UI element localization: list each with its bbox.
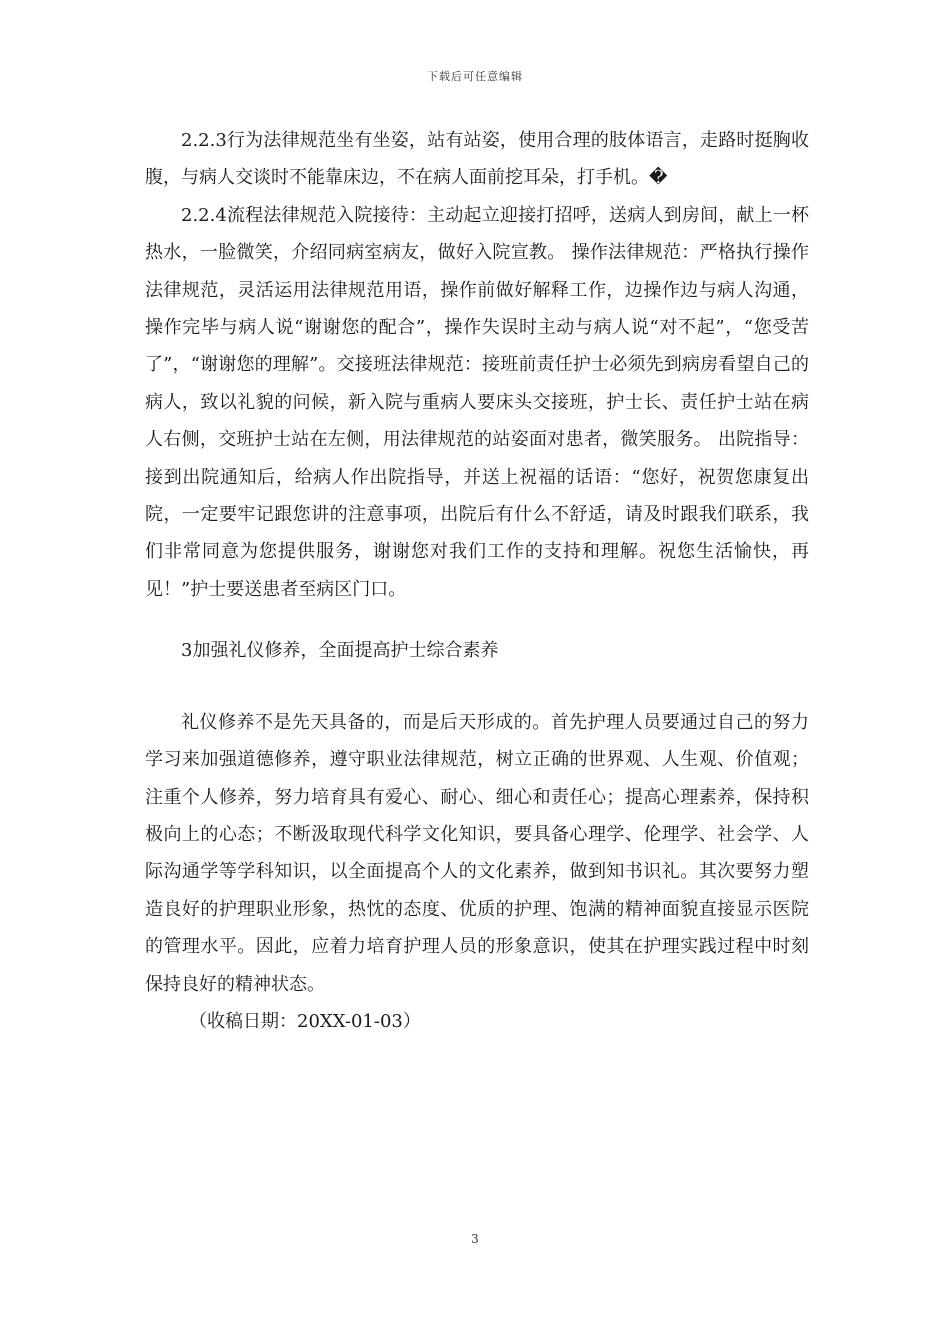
section-3-heading: 3加强礼仪修养，全面提高护士综合素养 <box>181 640 499 662</box>
paragraph-2-2-4: 2.2.4流程法律规范入院接待：主动起立迎接打招呼，送病人到房间，献上一杯热水，一脸微笑，介绍同病室病友，做好入院宣教。 操作法律规范：严格执行操作法律规范，灵活运用法律规范用语，操作前做好解释工作，边操作边与病人沟通，操作完毕与病人说“谢谢您的配合”，操作失误时主动与病人说“对不起”，“您受苦了”，“谢谢您的理解”。交接班法律规范：接班前责任护士必须先到病房看望自己的病人，致以礼貌的问候，新入院与重病人要床头交接班，护士长、责任护士站在病人右侧，交班护士站在左侧，用法律规范的站姿面对患者，微笑服务。 出院指导：接到出院通知后，给病人作出院指导，并送上祝福的话语：“您好，祝贺您康复出院，一定要牢记跟您讲的注意事项，出院后有什么不舒适，请及时跟我们联系，我们非常同意为您提供服务，谢谢您对我们工作的支持和理解。祝您生活愉快，再见！”护士要送患者至病区门口。 <box>145 204 809 600</box>
received-date: （收稿日期：20XX-01-03） <box>189 1010 421 1032</box>
page-number: 3 <box>471 1232 479 1246</box>
paragraph-section-3: 礼仪修养不是先天具备的，而是后天形成的。首先护理人员要通过自己的努力学习来加强道德修养，遵守职业法律规范，树立正确的世界观、人生观、价值观；注重个人修养，努力培育具有爱心、耐心、细心和责任心；提高心理素养，保持积极向上的心态；不断汲取现代科学文化知识，要具备心理学、伦理学、社会学、人际沟通学等学科知识，以全面提高个人的文化素养，做到知书识礼。其次要努力塑造良好的护理职业形象，热忱的态度、优质的护理、饱满的精神面貌直接显示医院的管理水平。因此，应着力培育护理人员的形象意识，使其在护理实践过程中时刻保持良好的精神状态。 <box>145 711 809 995</box>
paragraph-2-2-3: 2.2.3行为法律规范坐有坐姿，站有站姿，使用合理的肢体语言，走路时挺胸收腹，与病人交谈时不能靠床边，不在病人面前挖耳朵，打手机。� <box>145 130 809 189</box>
document-body <box>145 122 809 1040</box>
page-header-note: 下载后可任意编辑 <box>427 70 523 83</box>
